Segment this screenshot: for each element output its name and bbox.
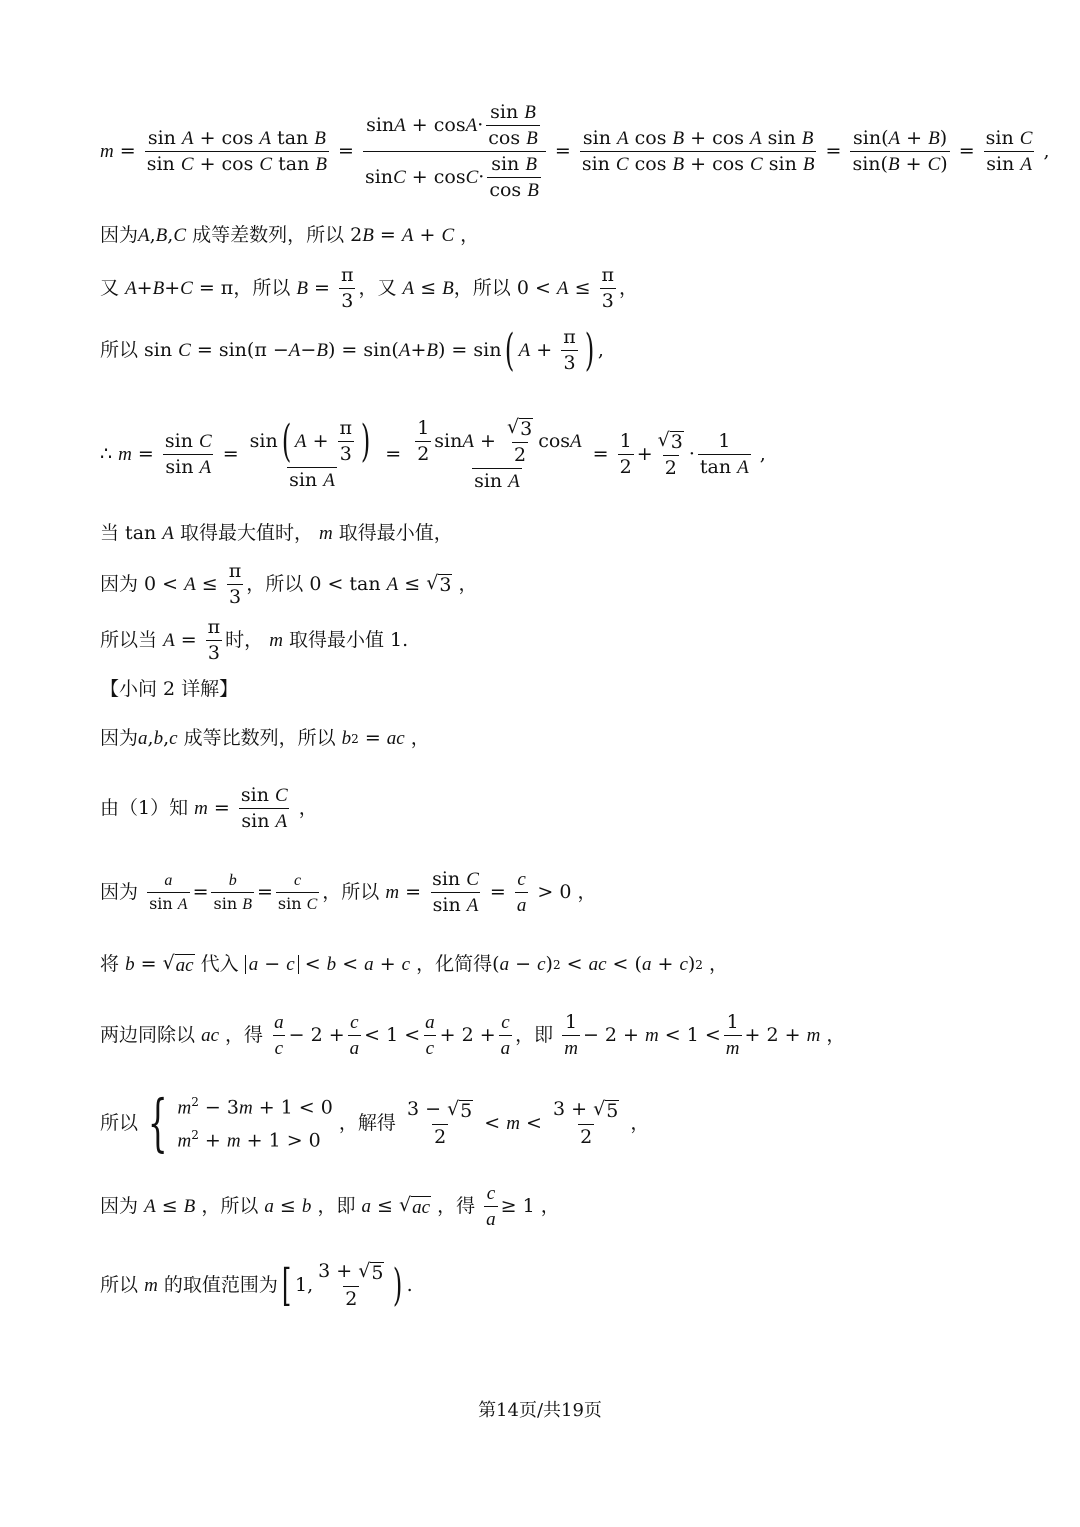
text-line-17: 所以 m 的取值范围为 [ 1, 3 + √ 5 2 ) . [100,1259,413,1311]
text-line-13: 将 b = √ ac 代入 a − c < b < a + c ，化简得 ( a − c ) 2 < ac < ( a + c ) 2 ， [100,952,728,976]
text-line-14: 两边同除以 ac ，得 $\frac{a}{c}$ − 2 + $\frac{c}{a}$ < 1 < $\frac{a}{c}$ + 2 + $\frac{c}{a}$ ，即 $\frac{1}{m}$ − 2 + m < 1 < $\frac{1}{m}$ + 2 + m ， [100,1011,846,1059]
text-line-16: 因为 A ≤ B ，所以 a ≤ b ，即 a ≤ √ ac ，得 $\frac{c}{a}$ ≥ 1 ， [100,1183,560,1230]
text-line-2: 因为 A , B , C 成等差数列，所以 2 B = A + C ， [100,224,480,246]
text-line-3: 又 A + B + C = π ，所以 B = $\frac{\pi}{3}$ ，又 A ≤ B ，所以 0 < A ≤ $\frac{\pi}{3}$ ， [100,264,639,312]
text-line-15: 所以 { $m^2 - 3m + 1 < 0$ $m^2 + m + 1 > 0$ ，解得 3 − √ 5 2 < m < 3 + √ 5 2 ， [100,1086,650,1159]
page-footer: 第14页/共19页 [478,1400,602,1421]
text-line-12: 因为 $\frac{a}{\text{sin A}}$ = $\frac{b}{\text{sin B}}$ = $\frac{c}{\text{sin C}}$ ，所以 m = $\frac{\text{sin C}}{\text{sin A}}$ = $\frac{c}{a}$ > 0 ， [100,868,597,916]
text-line-4: 所以 sin C = sin(π − A − B ) = sin( A + B ) = sin ( A + $\frac{\pi}{3}$ ) , [100,324,604,376]
text-line-7: 因为 0 < A ≤ $\frac{\pi}{3}$ ，所以 0 < tan A ≤ √ 3 ， [100,560,478,608]
equation-line-5: ∴ m = $\frac{\text{sin C}}{\text{sin A}}$ = sin ( A + $\frac{\pi}{3}$ ) sin A = $\frac{1}{2}$ sin A + √ 3 2 cos A sin A = $\frac{1}{2}$ + √ 3 2 · $\frac{1}{\text{tan A}}$ , [100,415,766,492]
text-line-6: 当 tan A 取得最大值时， m 取得最小值， [100,522,453,544]
text-line-11: 由（1）知 m = $\frac{\text{sin C}}{\text{sin A}}$ ， [100,784,318,832]
text-line-8: 所以当 A = $\frac{\pi}{3}$ 时， m 取得最小值 1. [100,616,409,664]
equation-line-1: m = $\frac{\text{sin A + cos A tan B}}{\text{sin C + cos C tan B}}$ = sin A + cos A · $\frac{\text{sin B}}{\text{cos B}}$ sin C + cos C · $\frac{\text{sin B}}{\text{cos B}}$ = $\frac{\text{sin A cos B + cos A sin B}}{\text{sin C cos B + cos C sin B}}$ = $\frac{\sin(A + B)}{\sin(B + C)}$ = $\frac{\text{sin C}}{\text{sin A}}$ , [100,101,1050,201]
text-line-10: 因为 a , b , c 成等比数列，所以 b 2 = ac ， [100,727,430,749]
section-heading: 【小问 2 详解】 [100,678,239,700]
